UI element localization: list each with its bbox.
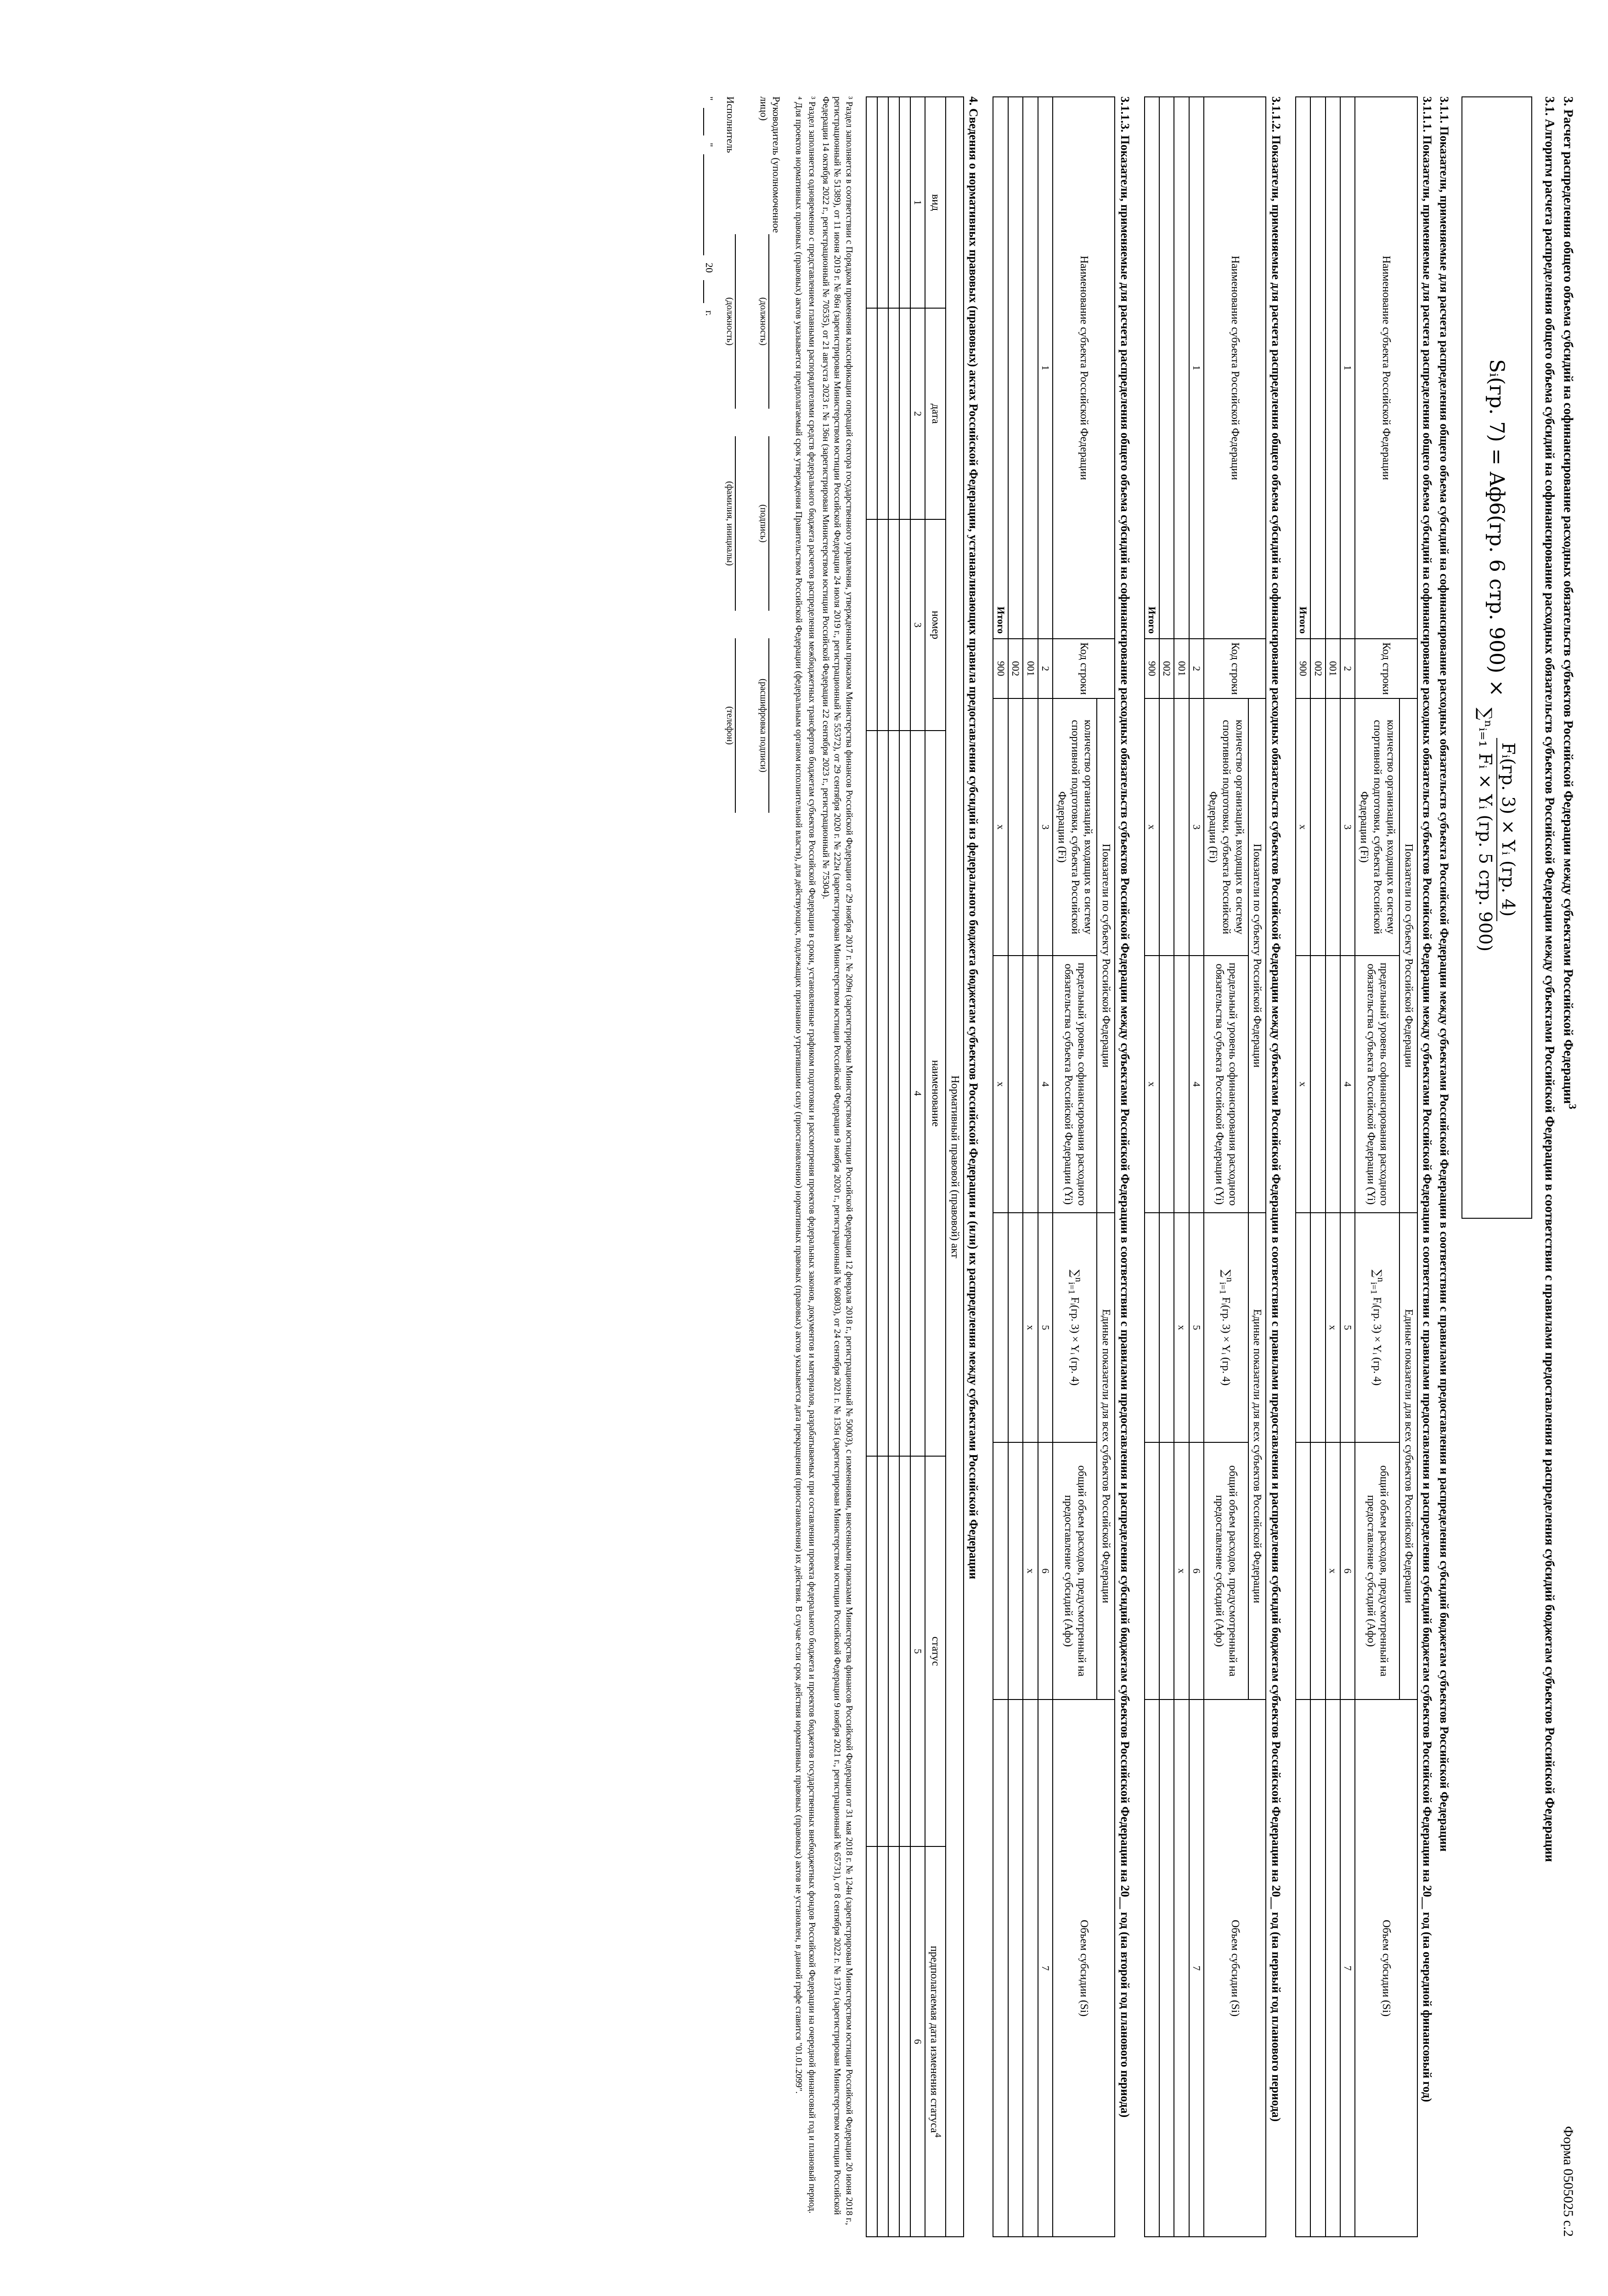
section-3-1-1-1-title: 3.1.1.1. Показатели, применяемые для расчета распределения общего объема субсидий на софинансирование расходных обязательств субъектов Российской Федерации между субъектами Российской Федерации в соответствии с правилами предоставления и распределения субсидий бюджетам субъектов Российской Федерации на 20__ год (на очередной финансовый год) xyxy=(1421,96,1434,2102)
executor-signature-row xyxy=(724,96,749,1474)
col-date: дата xyxy=(925,308,946,519)
col-number: 1 xyxy=(1038,97,1053,639)
sum-lower: i=1 xyxy=(1218,1282,1228,1294)
x-mark: x xyxy=(1145,956,1159,1213)
col-number: 5 xyxy=(1340,1213,1355,1442)
col-afo: общий объем расходов, предусмотренный на предоставление субсидий (Aфо) xyxy=(1355,1442,1399,1699)
col-number: 2 xyxy=(1038,639,1053,698)
head-decode-field[interactable] xyxy=(758,638,782,813)
table-cell xyxy=(993,1442,1008,1699)
formula-fraction xyxy=(1475,703,1518,956)
x-mark: x xyxy=(1023,1213,1038,1442)
table-cell xyxy=(1296,1442,1310,1699)
row-code: 002 xyxy=(1159,639,1174,698)
quote-close: " xyxy=(703,142,715,147)
head-label: Руководитель (уполномоченное лицо) xyxy=(758,96,782,233)
sum-upper: n xyxy=(1376,1277,1386,1282)
x-mark: x xyxy=(1145,698,1159,956)
col-number: 1 xyxy=(1189,97,1204,639)
col-row-code: Код строки xyxy=(1204,639,1266,698)
total-code: 900 xyxy=(993,639,1008,698)
sum-lower: i=1 xyxy=(1066,1282,1077,1294)
col-f: количество организаций, входящих в систему спортивной подготовки, субъекта Российской Федерации (Fi) xyxy=(1053,698,1097,956)
sum-icon: ∑ xyxy=(1219,1269,1233,1277)
col-number: 3 xyxy=(1189,698,1204,956)
col-sum xyxy=(1204,1213,1248,1442)
year-suffix: г. xyxy=(703,310,715,316)
x-mark: x xyxy=(993,698,1008,956)
field-line xyxy=(735,638,749,813)
col-number: 7 xyxy=(1189,1699,1204,2237)
col-row-code: Код строки xyxy=(1053,639,1115,698)
table-cell xyxy=(1310,956,1325,1213)
col-number-label: 2 xyxy=(910,308,925,519)
sum-icon: ∑ xyxy=(1068,1269,1082,1277)
table-cell xyxy=(877,731,888,1456)
col-group-subject: Показатели по субъекту Российской Федерации xyxy=(1399,698,1417,1213)
col-y: предельный уровень софинансирования расходного обязательства субъекта Российской Федерации (Yi) xyxy=(1053,956,1097,1213)
form-code: Форма 0505025 с.2 xyxy=(1561,2126,1576,2237)
field-line xyxy=(768,436,782,611)
table-cell xyxy=(1008,1213,1023,1442)
table-cell xyxy=(1159,956,1174,1213)
field-line xyxy=(735,436,749,611)
table-cell xyxy=(1310,97,1325,639)
col-kind: вид xyxy=(925,97,946,308)
col-number: 7 xyxy=(1038,1699,1053,2237)
total-label: Итого xyxy=(993,97,1008,639)
table-cell xyxy=(899,1456,910,1846)
head-signature-row xyxy=(758,96,782,1474)
col-number: 2 xyxy=(1189,639,1204,698)
table-cell xyxy=(1159,698,1174,956)
section-3-1-1-3-title: 3.1.1.3. Показатели, применяемые для расчета распределения общего объема субсидий на софинансирование расходных обязательств субъектов Российской Федерации между субъектами Российской Федерации в соответствии с правилами предоставления и распределения субсидий бюджетам субъектов Российской Федерации на 20__ год (на второй год планового периода) xyxy=(1118,96,1132,2118)
table-cell xyxy=(1310,1442,1325,1699)
table-cell xyxy=(1174,97,1189,639)
table-cell xyxy=(1023,956,1038,1213)
section-3-1-title: 3.1. Алгоритм расчета распределения общего объема субсидий на софинансирование расходных обязательств субъектов Российской Федерации между субъектами Российской Федерации в соответствии с правилами предоставления и распределения субсидий бюджетам субъектов Российской Федерации xyxy=(1542,96,1557,1862)
table-cell xyxy=(877,519,888,731)
table-cell xyxy=(888,1456,899,1846)
sum-upper: n xyxy=(1073,1277,1083,1282)
col-number: 4 xyxy=(1189,956,1204,1213)
col-subsidy-volume: Объем субсидии (Si) xyxy=(1204,1699,1266,2237)
col-f: количество организаций, входящих в систему спортивной подготовки, субъекта Российской Федерации (Fi) xyxy=(1204,698,1248,956)
x-mark: x xyxy=(1174,1213,1189,1442)
executor-label: Исполнитель xyxy=(725,96,737,153)
table-cell xyxy=(866,731,877,1456)
table-cell xyxy=(1174,956,1189,1213)
col-sum xyxy=(1355,1213,1399,1442)
col-status-change-text: предполагаемая дата изменения статуса xyxy=(928,1946,941,2133)
calc-table-year-3 xyxy=(993,96,1115,2237)
row-code: 001 xyxy=(1174,639,1189,698)
table-cell xyxy=(899,519,910,731)
table-cell xyxy=(866,1846,877,2237)
table-cell xyxy=(1310,1213,1325,1442)
calc-table-year-2 xyxy=(1144,96,1267,2237)
col-group-subject: Показатели по субъекту Российской Федерации xyxy=(1248,698,1266,1213)
field-caption: (расшифровка подписи) xyxy=(758,678,768,773)
table-cell xyxy=(1296,1213,1310,1442)
sum-lower: i=1 xyxy=(1369,1282,1379,1294)
section-3-title-text: 3. Расчет распределения общего объема субсидий на софинансирование расходных обязательств субъектов Российской Федерации между субъектами Российской Федерации xyxy=(1561,96,1575,1104)
col-number: 4 xyxy=(1340,956,1355,1213)
head-sign-field[interactable] xyxy=(758,436,782,611)
col-number: 5 xyxy=(1038,1213,1053,1442)
table-cell xyxy=(888,1846,899,2237)
table-cell xyxy=(1008,97,1023,639)
col-subject-name: Наименование субъекта Российской Федерации xyxy=(1204,97,1266,639)
section-3-1-1-2-title: 3.1.1.2. Показатели, применяемые для расчета распределения общего объема субсидий на софинансирование расходных обязательств субъектов Российской Федерации между субъектами Российской Федерации в соответствии с правилами предоставления и распределения субсидий бюджетам субъектов Российской Федерации на 20__ год (на первый год планового периода) xyxy=(1269,96,1283,2122)
table-cell xyxy=(1174,1699,1189,2237)
table-cell xyxy=(899,1846,910,2237)
sum-expression: Fᵢ(гр. 3) × Yᵢ (гр. 4) xyxy=(1219,1297,1232,1386)
sum-expression: Fᵢ(гр. 3) × Yᵢ (гр. 4) xyxy=(1371,1297,1383,1386)
table-cell xyxy=(899,97,910,308)
col-number: 3 xyxy=(1038,698,1053,956)
col-f: количество организаций, входящих в систему спортивной подготовки, субъекта Российской Федерации (Fi) xyxy=(1355,698,1399,956)
row-code: 002 xyxy=(1310,639,1325,698)
row-code: 001 xyxy=(1023,639,1038,698)
col-number: 1 xyxy=(1340,97,1355,639)
formula-denominator: ∑ⁿᵢ₌₁ Fᵢ × Yᵢ (гр. 5 стр. 900) xyxy=(1475,708,1495,952)
table-cell xyxy=(1008,1699,1023,2237)
table-cell xyxy=(877,1456,888,1846)
col-y: предельный уровень софинансирования расходного обязательства субъекта Российской Федерации (Yi) xyxy=(1355,956,1399,1213)
formula-lhs: Sᵢ(гр. 7) = Aф6(гр. 6 стр. 900) × xyxy=(1485,359,1509,697)
table-cell xyxy=(1008,1442,1023,1699)
x-mark: x xyxy=(1023,1442,1038,1699)
col-number-label: 1 xyxy=(910,97,925,308)
table-cell xyxy=(1159,1699,1174,2237)
col-number: 7 xyxy=(1340,1699,1355,2237)
executor-phone-field[interactable] xyxy=(724,638,749,813)
x-mark: x xyxy=(1296,698,1310,956)
head-position-field[interactable] xyxy=(758,234,782,409)
total-code: 900 xyxy=(1145,639,1159,698)
total-label: Итого xyxy=(1296,97,1310,639)
col-y: предельный уровень софинансирования расходного обязательства субъекта Российской Федерации (Yi) xyxy=(1204,956,1248,1213)
executor-name-field[interactable] xyxy=(724,436,749,611)
table-cell xyxy=(1145,1699,1159,2237)
field-caption: (должность) xyxy=(758,297,768,346)
field-caption: (должность) xyxy=(724,297,735,346)
col-row-code: Код строки xyxy=(1355,639,1417,698)
legal-acts-table xyxy=(866,96,964,2237)
table-cell xyxy=(1310,698,1325,956)
field-line xyxy=(768,638,782,813)
sum-icon: ∑ xyxy=(1371,1269,1384,1277)
table-cell xyxy=(1174,698,1189,956)
col-number: номер xyxy=(925,519,946,731)
field-caption: (телефон) xyxy=(724,706,735,745)
total-code: 900 xyxy=(1296,639,1310,698)
col-number-label: 6 xyxy=(910,1846,925,2237)
col-subsidy-volume: Объем субсидии (Si) xyxy=(1053,1699,1115,2237)
calc-table-year-1 xyxy=(1295,96,1418,2237)
table-cell xyxy=(1023,97,1038,639)
x-mark: x xyxy=(1296,956,1310,1213)
row-code: 002 xyxy=(1008,639,1023,698)
year-field[interactable] xyxy=(703,280,715,303)
date-row xyxy=(703,96,715,1474)
table-cell xyxy=(993,1699,1008,2237)
table-cell xyxy=(899,308,910,519)
sum-expression: Fᵢ(гр. 3) × Yᵢ (гр. 4) xyxy=(1068,1297,1081,1386)
col-number-label: 3 xyxy=(910,519,925,731)
table-cell xyxy=(1159,1213,1174,1442)
col-status: статус xyxy=(925,1456,946,1846)
table-cell xyxy=(866,1456,877,1846)
x-mark: x xyxy=(1174,1442,1189,1699)
table-cell xyxy=(888,308,899,519)
col-number: 6 xyxy=(1189,1442,1204,1699)
table-cell xyxy=(1159,1442,1174,1699)
table-cell xyxy=(1023,1699,1038,2237)
section-3-title xyxy=(1560,96,1579,2241)
table-cell xyxy=(1023,698,1038,956)
table-cell xyxy=(1326,956,1340,1213)
col-group-legal-act: Нормативный правовой (правовой) акт xyxy=(946,97,964,2237)
signature-block xyxy=(703,96,782,1474)
table-cell xyxy=(1145,1442,1159,1699)
table-cell xyxy=(1326,1699,1340,2237)
col-number: 6 xyxy=(1038,1442,1053,1699)
table-cell xyxy=(899,731,910,1456)
field-caption: (подпись) xyxy=(758,504,768,543)
col-subject-name: Наименование субъекта Российской Федерации xyxy=(1355,97,1417,639)
table-cell xyxy=(888,97,899,308)
col-number: 3 xyxy=(1340,698,1355,956)
col-number: 5 xyxy=(1189,1213,1204,1442)
col-number-label: 5 xyxy=(910,1456,925,1846)
table-cell xyxy=(1145,1213,1159,1442)
col-number: 2 xyxy=(1340,639,1355,698)
col-afo: общий объем расходов, предусмотренный на предоставление субсидий (Aфо) xyxy=(1204,1442,1248,1699)
col-number: 6 xyxy=(1340,1442,1355,1699)
x-mark: x xyxy=(993,956,1008,1213)
table-cell xyxy=(1008,698,1023,956)
col-group-common: Единые показатели для всех субъектов Российской Федерации xyxy=(1399,1213,1417,1699)
month-field[interactable] xyxy=(703,154,715,255)
total-label: Итого xyxy=(1145,97,1159,639)
table-cell xyxy=(888,731,899,1456)
section-3-1-1-title: 3.1.1. Показатели, применяемые для расчета распределения общего объема субсидий на софинансирование расходных обязательств субъекта Российской Федерации между субъектами Российской Федерации в соответствии с правилами предоставления и распределения субсидий бюджетам субъектов Российской Федерации xyxy=(1437,96,1451,1852)
table-cell xyxy=(993,1213,1008,1442)
table-cell xyxy=(1008,956,1023,1213)
table-cell xyxy=(1326,698,1340,956)
formula-box xyxy=(1461,96,1532,1219)
field-caption: (фамилия, инициалы) xyxy=(724,481,735,566)
year-prefix: 20 xyxy=(703,262,715,273)
sum-upper: n xyxy=(1224,1277,1235,1282)
col-number-label: 4 xyxy=(910,731,925,1456)
col-sum xyxy=(1053,1213,1097,1442)
table-cell xyxy=(866,519,877,731)
table-cell xyxy=(877,308,888,519)
day-field[interactable] xyxy=(703,108,715,135)
table-cell xyxy=(1296,1699,1310,2237)
quote-open: " xyxy=(703,96,715,101)
formula-numerator: Fᵢ(гр. 3) × Yᵢ (гр. 4) xyxy=(1496,738,1518,921)
footnote: ⁴ Для проектов нормативных правовых (правовых) актов указывается предполагаемый срок утверждения Правительством Российской Федерации (федеральным органом исполнительной власти), для действующих, подлежащих признанию утратившими силу (приостановлению) нормативных правовых (правовых) актов указывается дата прекращения (приостановления) их действия. В случае если срок действия нормативных правовых (правовых) актов не установлен, в данной графе ставится "01.01.2099". xyxy=(793,96,804,2094)
field-line xyxy=(768,234,782,409)
table-cell xyxy=(888,519,899,731)
footnote-mark: 3 xyxy=(1566,1103,1578,1109)
col-group-common: Единые показатели для всех субъектов Российской Федерации xyxy=(1248,1213,1266,1699)
footnote-mark: 4 xyxy=(933,2133,943,2138)
table-cell xyxy=(866,308,877,519)
col-group-common: Единые показатели для всех субъектов Российской Федерации xyxy=(1097,1213,1115,1699)
col-status-change xyxy=(925,1846,946,2237)
table-cell xyxy=(1326,97,1340,639)
x-mark: x xyxy=(1326,1442,1340,1699)
executor-position-field[interactable] xyxy=(724,234,749,409)
col-subsidy-volume: Объем субсидии (Si) xyxy=(1355,1699,1417,2237)
table-cell xyxy=(1310,1699,1325,2237)
col-subject-name: Наименование субъекта Российской Федерации xyxy=(1053,97,1115,639)
row-code: 001 xyxy=(1326,639,1340,698)
table-cell xyxy=(866,97,877,308)
table-cell xyxy=(1159,97,1174,639)
col-afo: общий объем расходов, предусмотренный на предоставление субсидий (Aфо) xyxy=(1053,1442,1097,1699)
footnote: ³ Раздел заполняется в соответствии с Порядком применения классификации операций сектора государственного управления, утвержденным приказом Министерства финансов Российской Федерации от 29 ноября 2017 г. № 209н (зарегистрирован Министерством юстиции Российской Федерации 12 февраля 2018 г., регистрационный № 50003), с изменениями, внесенными приказами Министерства финансов Российской Федерации от 31 мая 2018 г. № 124н (зарегистрирован Министерством юстиции Российской Федерации 20 июня 2018 г., регистрационный № 51389), от 11 июня 2019 г. № 86н (зарегистрирован Министерством юстиции Российской Федерации 24 июля 2019 г., регистрационный № 55372), от 29 сентября 2020 г. № 222н (зарегистрирован Министерством юстиции Российской Федерации 9 ноября 2020 г., регистрационный № 60803), от 24 сентября 2021 г. № 135н (зарегистрирован Министерством юстиции Российской Федерации 9 ноября 2021 г., регистрационный № 65731), от 8 сентября 2022 г. № 137н (зарегистрирован Министерством юстиции Российской Федерации 14 октября 2022 г., регистрационный № 70535), от 21 августа 2023 г. № 136н (зарегистрирован Министерством юстиции Российской Федерации 22 сентября 2023 г., регистрационный № 75304). xyxy=(820,96,854,2225)
table-cell xyxy=(877,1846,888,2237)
section-4-title: 4. Сведения о нормативных правовых (правовых) актах Российской Федерации, устанавливающих правила предоставления субсидий из федерального бюджета бюджетам субъектов Российской Федерации и (или) их распределения между субъектами Российской Федерации xyxy=(967,96,981,1579)
x-mark: x xyxy=(1326,1213,1340,1442)
footnotes xyxy=(792,96,855,2236)
col-title: наименование xyxy=(925,731,946,1456)
table-cell xyxy=(877,97,888,308)
footnote: ³ Раздел заполняется одновременно с представлением главными распорядителями средств федерального бюджета расчетов распределения межбюджетных трансфертов бюджетам субъектов Российской Федерации в сроки, установленные графиком подготовки и рассмотрения проектов федеральных законов, документов и материалов, разрабатываемых при составлении проекта федерального бюджета и проектов бюджетов государственных внебюджетных фондов Российской Федерации на очередной финансовый год и плановый период. xyxy=(807,96,818,2214)
col-group-subject: Показатели по субъекту Российской Федерации xyxy=(1097,698,1115,1213)
field-line xyxy=(735,234,749,409)
col-number: 4 xyxy=(1038,956,1053,1213)
